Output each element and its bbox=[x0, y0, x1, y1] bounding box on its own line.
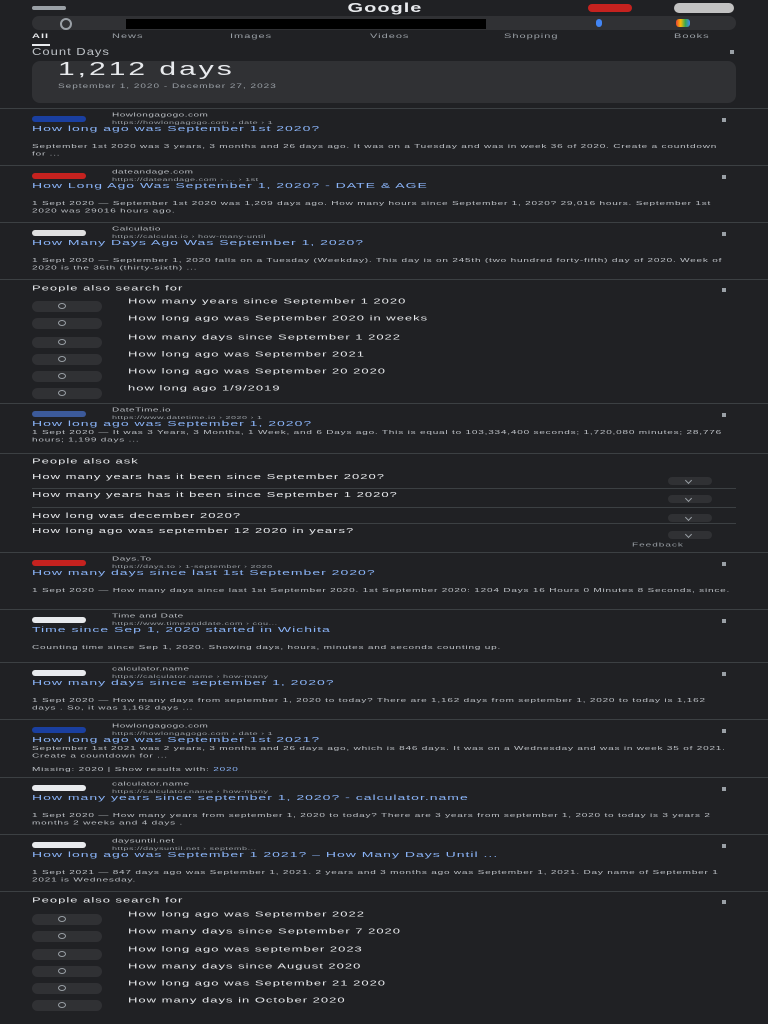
result-title-link[interactable]: How Many Days Ago Was September 1, 2020? bbox=[32, 238, 365, 247]
result-url: https://daysuntil.net › septemb... bbox=[112, 846, 257, 851]
result-site: Calculatio bbox=[112, 226, 161, 233]
divider bbox=[0, 891, 768, 892]
people-also-search-title: People also search for bbox=[32, 284, 184, 293]
result-title-link[interactable]: How many days since last 1st September 2020? bbox=[32, 568, 376, 577]
related-search-item[interactable] bbox=[32, 946, 736, 963]
related-search-item[interactable] bbox=[32, 911, 736, 928]
paa-question-text: How long was december 2020? bbox=[32, 511, 242, 520]
result-title-link[interactable]: Time since Sep 1, 2020 started in Wichita bbox=[32, 625, 331, 634]
search-icon bbox=[58, 373, 66, 379]
result-snippet: 1 Sept 2020 — How many days since last 1st September 2020. 1st September 2020: 1204 Days 16 Hours 0 Minutes 8 Seconds, since. bbox=[32, 588, 731, 594]
result-site: Howlongagogo.com bbox=[112, 112, 209, 119]
divider bbox=[0, 834, 768, 835]
result-url: https://days.to › 1-september › 2020 bbox=[112, 564, 273, 569]
more-options-icon[interactable] bbox=[722, 672, 726, 676]
search-icon bbox=[58, 390, 66, 396]
menu-icon[interactable] bbox=[32, 6, 66, 10]
notification-icon[interactable] bbox=[588, 4, 632, 12]
site-favicon-icon bbox=[32, 617, 86, 623]
answer-value: 1,212 days bbox=[58, 59, 235, 80]
result-site: DateTime.io bbox=[112, 407, 172, 414]
result-url: https://www.timeanddate.com › cou... bbox=[112, 621, 278, 626]
divider bbox=[0, 662, 768, 663]
show-results-with-link[interactable]: 2020 bbox=[213, 767, 239, 773]
result-snippet: September 1st 2021 was 2 years, 3 months and 26 days ago, which is 846 days. It was on a Wednesday and was in week 35 of 2021. Create a countdown for ... bbox=[32, 746, 726, 759]
tab-books[interactable]: Books bbox=[674, 33, 710, 40]
google-logo[interactable]: Google bbox=[347, 1, 423, 16]
search-icon bbox=[58, 951, 66, 957]
result-site: Time and Date bbox=[112, 613, 184, 620]
result-url: https://www.datetime.io › 2020 › 1 bbox=[112, 415, 263, 420]
result-title-link[interactable]: How many years since september 1, 2020? - calculator.name bbox=[32, 793, 469, 802]
result-snippet: September 1st 2020 was 3 years, 3 months and 26 days ago. It was on a Tuesday and was in week 36 of 2020. Create a countdown for ... bbox=[32, 144, 718, 157]
related-search-item[interactable] bbox=[32, 928, 736, 945]
search-tabs bbox=[32, 33, 752, 45]
divider bbox=[0, 222, 768, 223]
result-snippet: 1 Sept 2021 — 847 days ago was September 1, 2021. 2 years and 3 months ago was September 1, 2021. Day name of September 1 2021 is Wednesday. bbox=[32, 870, 719, 883]
paa-question-text: How many years has it been since September 1 2020? bbox=[32, 490, 398, 499]
tab-videos[interactable]: Videos bbox=[370, 33, 410, 40]
result-title-link[interactable]: How many days since september 1, 2020? bbox=[32, 678, 335, 687]
more-options-icon[interactable] bbox=[722, 619, 726, 623]
site-favicon-icon bbox=[32, 230, 86, 236]
tab-images[interactable]: Images bbox=[230, 33, 273, 40]
divider bbox=[0, 719, 768, 720]
related-search-label: How many years since September 1 2020 bbox=[128, 297, 407, 306]
more-options-icon[interactable] bbox=[722, 787, 726, 791]
answer-title: Count Days bbox=[32, 46, 110, 58]
divider bbox=[0, 403, 768, 404]
result-snippet: 1 Sept 2020 — How many days from september 1, 2020 to today? There are 1,162 days from september 1, 2020 to today is 1,162 days . So, it was 1,162 days ... bbox=[32, 698, 706, 711]
chevron-down-icon[interactable] bbox=[668, 514, 712, 522]
related-search-label: How many days since August 2020 bbox=[128, 962, 362, 971]
divider bbox=[0, 279, 768, 280]
result-url: https://dateandage.com › ... › 1st bbox=[112, 177, 259, 182]
related-search-label: How many days since September 7 2020 bbox=[128, 927, 402, 936]
tab-news[interactable]: News bbox=[112, 33, 144, 40]
search-input[interactable] bbox=[126, 19, 486, 29]
divider bbox=[0, 165, 768, 166]
chevron-down-icon[interactable] bbox=[668, 531, 712, 539]
result-url: https://howlongagogo.com › date › 1 bbox=[112, 731, 274, 736]
more-options-icon[interactable] bbox=[722, 175, 726, 179]
paa-question-text: How long ago was september 12 2020 in years? bbox=[32, 526, 355, 535]
divider bbox=[0, 108, 768, 109]
site-favicon-icon bbox=[32, 842, 86, 848]
related-search-label: How many days since September 1 2022 bbox=[128, 333, 402, 342]
result-snippet: 1 Sept 2020 — September 1st 2020 was 1,209 days ago. How many hours since September 1, 2020? 29,016 hours. September 1st 2020 was 29016 hours ago. bbox=[32, 201, 712, 214]
missing-terms-text: Missing: 2020 | Show results with: bbox=[32, 767, 214, 773]
paa-question-text: How many years has it been since September 2020? bbox=[32, 472, 385, 481]
related-search-item[interactable] bbox=[32, 351, 736, 368]
result-url: https://calculator.name › how-many bbox=[112, 674, 269, 679]
chevron-down-icon[interactable] bbox=[668, 477, 712, 485]
site-favicon-icon bbox=[32, 727, 86, 733]
divider bbox=[0, 609, 768, 610]
related-search-label: How long ago was September 2020 in weeks bbox=[128, 314, 429, 323]
result-url: https://calculator.name › how-many bbox=[112, 789, 269, 794]
site-favicon-icon bbox=[32, 670, 86, 676]
related-search-item[interactable] bbox=[32, 963, 736, 980]
more-options-icon[interactable] bbox=[722, 844, 726, 848]
result-site: dateandage.com bbox=[112, 169, 194, 176]
more-options-icon[interactable] bbox=[730, 50, 734, 54]
result-title-link[interactable]: How long ago was September 1st 2021? bbox=[32, 735, 321, 744]
result-title-link[interactable]: How long ago was September 1, 2020? bbox=[32, 419, 313, 428]
divider bbox=[0, 453, 768, 454]
search-icon bbox=[58, 356, 66, 362]
missing-terms-note bbox=[32, 766, 732, 774]
more-options-icon[interactable] bbox=[722, 900, 726, 904]
search-icon bbox=[58, 968, 66, 974]
microphone-icon[interactable] bbox=[596, 19, 602, 27]
related-search-label: How many days in October 2020 bbox=[128, 996, 346, 1005]
site-favicon-icon bbox=[32, 560, 86, 566]
people-also-search-title: People also search for bbox=[32, 896, 184, 905]
related-search-label: How long ago was september 2023 bbox=[128, 945, 363, 954]
result-snippet: Counting time since Sep 1, 2020. Showing days, hours, minutes and seconds counting up. bbox=[32, 645, 502, 651]
more-options-icon[interactable] bbox=[722, 288, 726, 292]
search-icon bbox=[58, 303, 66, 309]
divider bbox=[0, 552, 768, 553]
chevron-down-icon[interactable] bbox=[668, 495, 712, 503]
divider bbox=[32, 523, 736, 524]
related-search-label: How long ago was September 20 2020 bbox=[128, 367, 387, 376]
more-options-icon[interactable] bbox=[722, 232, 726, 236]
search-icon bbox=[58, 916, 66, 922]
result-title-link[interactable]: How long ago was September 1st 2020? bbox=[32, 124, 321, 133]
site-favicon-icon bbox=[32, 411, 86, 417]
more-options-icon[interactable] bbox=[722, 413, 726, 417]
result-snippet: 1 Sept 2020 — It was 3 Years, 3 Months, 1 Week, and 6 Days ago. This is equal to 103,334,400 seconds; 1,720,080 minutes; 28,776 hours; 1,199 days ... bbox=[32, 430, 722, 443]
tab-shopping[interactable]: Shopping bbox=[504, 33, 559, 40]
more-options-icon[interactable] bbox=[722, 562, 726, 566]
related-search-label: how long ago 1/9/2019 bbox=[128, 384, 281, 393]
account-avatar[interactable] bbox=[674, 3, 734, 13]
tab-all[interactable]: All bbox=[32, 33, 50, 40]
more-options-icon[interactable] bbox=[722, 118, 726, 122]
divider bbox=[32, 507, 736, 508]
result-site: Howlongagogo.com bbox=[112, 723, 209, 730]
result-title-link[interactable]: How long ago was September 1 2021? – How Many Days Until ... bbox=[32, 850, 499, 859]
result-snippet: 1 Sept 2020 — September 1, 2020 falls on a Tuesday (Weekday). This day is on 245th (two hundred forty-fifth) day of 2020. Week of 2020 is the 36th (thirty-sixth) ... bbox=[32, 258, 723, 271]
result-snippet: 1 Sept 2020 — How many years from september 1, 2020 to today? There are 3 years from september 1, 2020 to today is 3 years 2 months 2 weeks and 4 days . bbox=[32, 813, 711, 826]
related-search-item[interactable] bbox=[32, 385, 736, 402]
result-url: https://howlongagogo.com › date › 1 bbox=[112, 120, 274, 125]
search-icon[interactable] bbox=[60, 18, 72, 30]
divider bbox=[0, 777, 768, 778]
result-site: daysuntil.net bbox=[112, 838, 175, 845]
related-search-label: How long ago was September 2022 bbox=[128, 910, 365, 919]
result-site: Days.To bbox=[112, 556, 152, 563]
site-favicon-icon bbox=[32, 116, 86, 122]
related-search-item[interactable] bbox=[32, 334, 736, 351]
related-search-item[interactable] bbox=[32, 980, 736, 997]
search-icon bbox=[58, 985, 66, 991]
related-search-item[interactable] bbox=[32, 997, 736, 1014]
people-also-ask-title: People also ask bbox=[32, 457, 139, 466]
related-search-label: How long ago was September 2021 bbox=[128, 350, 365, 359]
site-favicon-icon bbox=[32, 785, 86, 791]
related-search-item[interactable] bbox=[32, 315, 736, 332]
related-search-item[interactable] bbox=[32, 298, 736, 315]
result-url: https://calculat.io › how-many-until bbox=[112, 234, 267, 239]
divider bbox=[32, 488, 736, 489]
result-title-link[interactable]: How Long Ago Was September 1, 2020? - DATE & AGE bbox=[32, 181, 428, 190]
search-icon bbox=[58, 933, 66, 939]
search-icon bbox=[58, 1002, 66, 1008]
result-site: calculator.name bbox=[112, 666, 190, 673]
answer-date-range: September 1, 2020 - December 27, 2023 bbox=[58, 83, 277, 90]
related-search-label: How long ago was September 21 2020 bbox=[128, 979, 387, 988]
search-icon bbox=[58, 320, 66, 326]
feedback-link[interactable]: Feedback bbox=[632, 542, 684, 549]
related-search-item[interactable] bbox=[32, 368, 736, 385]
search-icon bbox=[58, 339, 66, 345]
lens-icon[interactable] bbox=[676, 19, 690, 27]
more-options-icon[interactable] bbox=[722, 729, 726, 733]
result-site: calculator.name bbox=[112, 781, 190, 788]
site-favicon-icon bbox=[32, 173, 86, 179]
